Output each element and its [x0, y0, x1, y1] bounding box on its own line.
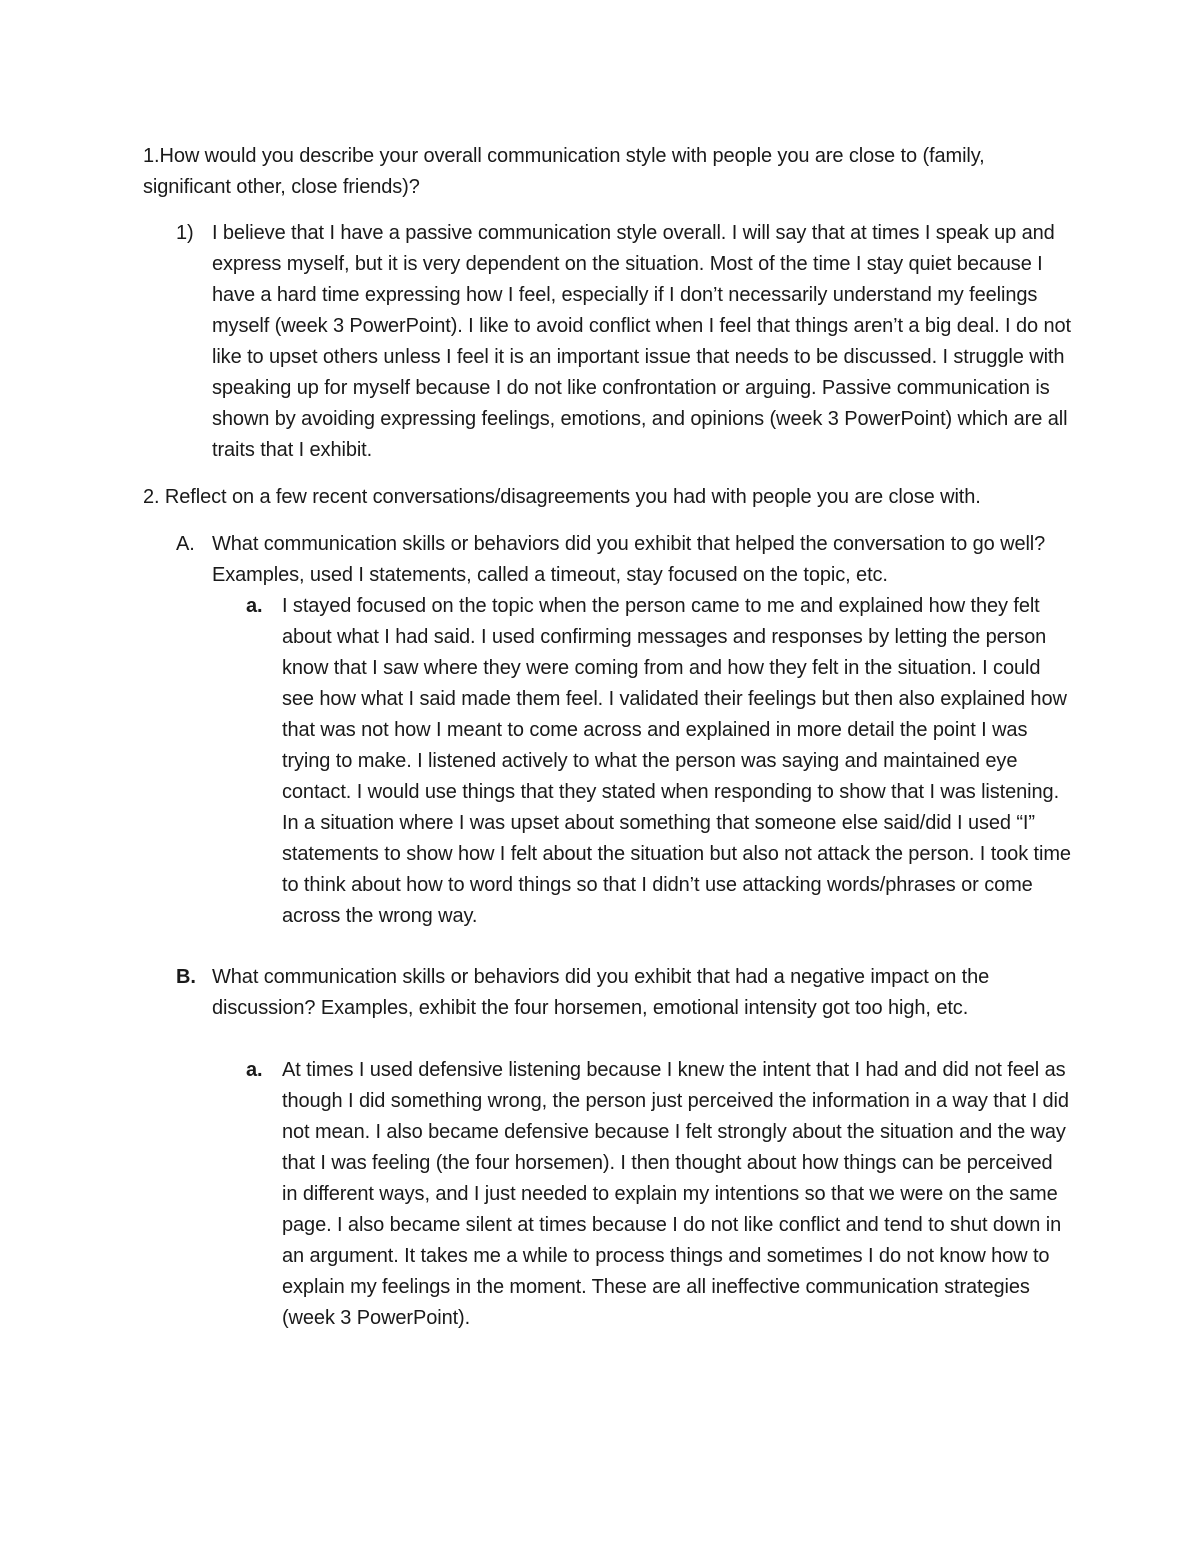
answer-1-marker: 1)	[176, 222, 194, 244]
part-b-marker: B.	[176, 966, 196, 988]
part-a-answer-marker: a.	[246, 595, 263, 617]
question-1-text: 1.How would you describe your overall communication style with people you are close to (family, significant other, close friends)?	[143, 145, 985, 198]
question-2	[143, 482, 1103, 513]
part-a-marker: A.	[176, 533, 195, 555]
answer-1-text: I believe that I have a passive communication style overall. I will say that at times I speak up and express myself, but it is very dependent on the situation. Most of the time I stay quiet because I have a hard time expressing how I feel, especially if I don’t necessarily understand my feelings myself (week 3 PowerPoint). I like to avoid conflict when I feel that things aren’t a big deal. I do not like to upset others unless I feel it is an important issue that needs to be discussed. I struggle with speaking up for myself because I do not like confrontation or arguing. Passive communication is shown by avoiding expressing feelings, emotions, and opinions (week 3 PowerPoint) which are all traits that I exhibit.	[212, 222, 1071, 461]
part-b-question: What communication skills or behaviors did you exhibit that had a negative impact on the discussion? Examples, exhibit the four horsemen, emotional intensity got too high, etc.	[212, 966, 990, 1019]
part-a-answer-text: I stayed focused on the topic when the person came to me and explained how they felt about what I had said. I used confirming messages and responses by letting the person know that I saw where they were coming from and how they felt in the situation. I could see how what I said made them feel. I validated their feelings but then also explained how that was not how I meant to come across and explained in more detail the point I was trying to make. I listened actively to what the person was saying and maintained eye contact. I would use things that they stated when responding to show that I was listening. In a situation where I was upset about something that someone else said/did I used “I” statements to show how I felt about the situation but also not attack the person. I took time to think about how to word things so that I didn’t use attacking words/phrases or come across the wrong way.	[282, 595, 1071, 927]
part-b-answer-text: At times I used defensive listening because I knew the intent that I had and did not feel as though I did something wrong, the person just perceived the information in a way that I did not mean. I also became defensive because I felt strongly about the situation and the way that I was feeling (the four horsemen). I then thought about how things can be perceived in different ways, and I just needed to explain my intentions so that we were on the same page. I also became silent at times because I do not like conflict and tend to shut down in an argument. It takes me a while to process things and sometimes I do not know how to explain my feelings in the moment. These are all ineffective communication strategies (week 3 PowerPoint).	[282, 1059, 1069, 1329]
question-1	[143, 141, 1073, 203]
question-2-text: 2. Reflect on a few recent conversations/disagreements you had with people you are close with.	[143, 486, 981, 508]
part-a-question: What communication skills or behaviors did you exhibit that helped the conversation to go well? Examples, used I statements, called a timeout, stay focused on the topic, etc.	[212, 533, 1046, 586]
part-b-answer-marker: a.	[246, 1059, 263, 1081]
